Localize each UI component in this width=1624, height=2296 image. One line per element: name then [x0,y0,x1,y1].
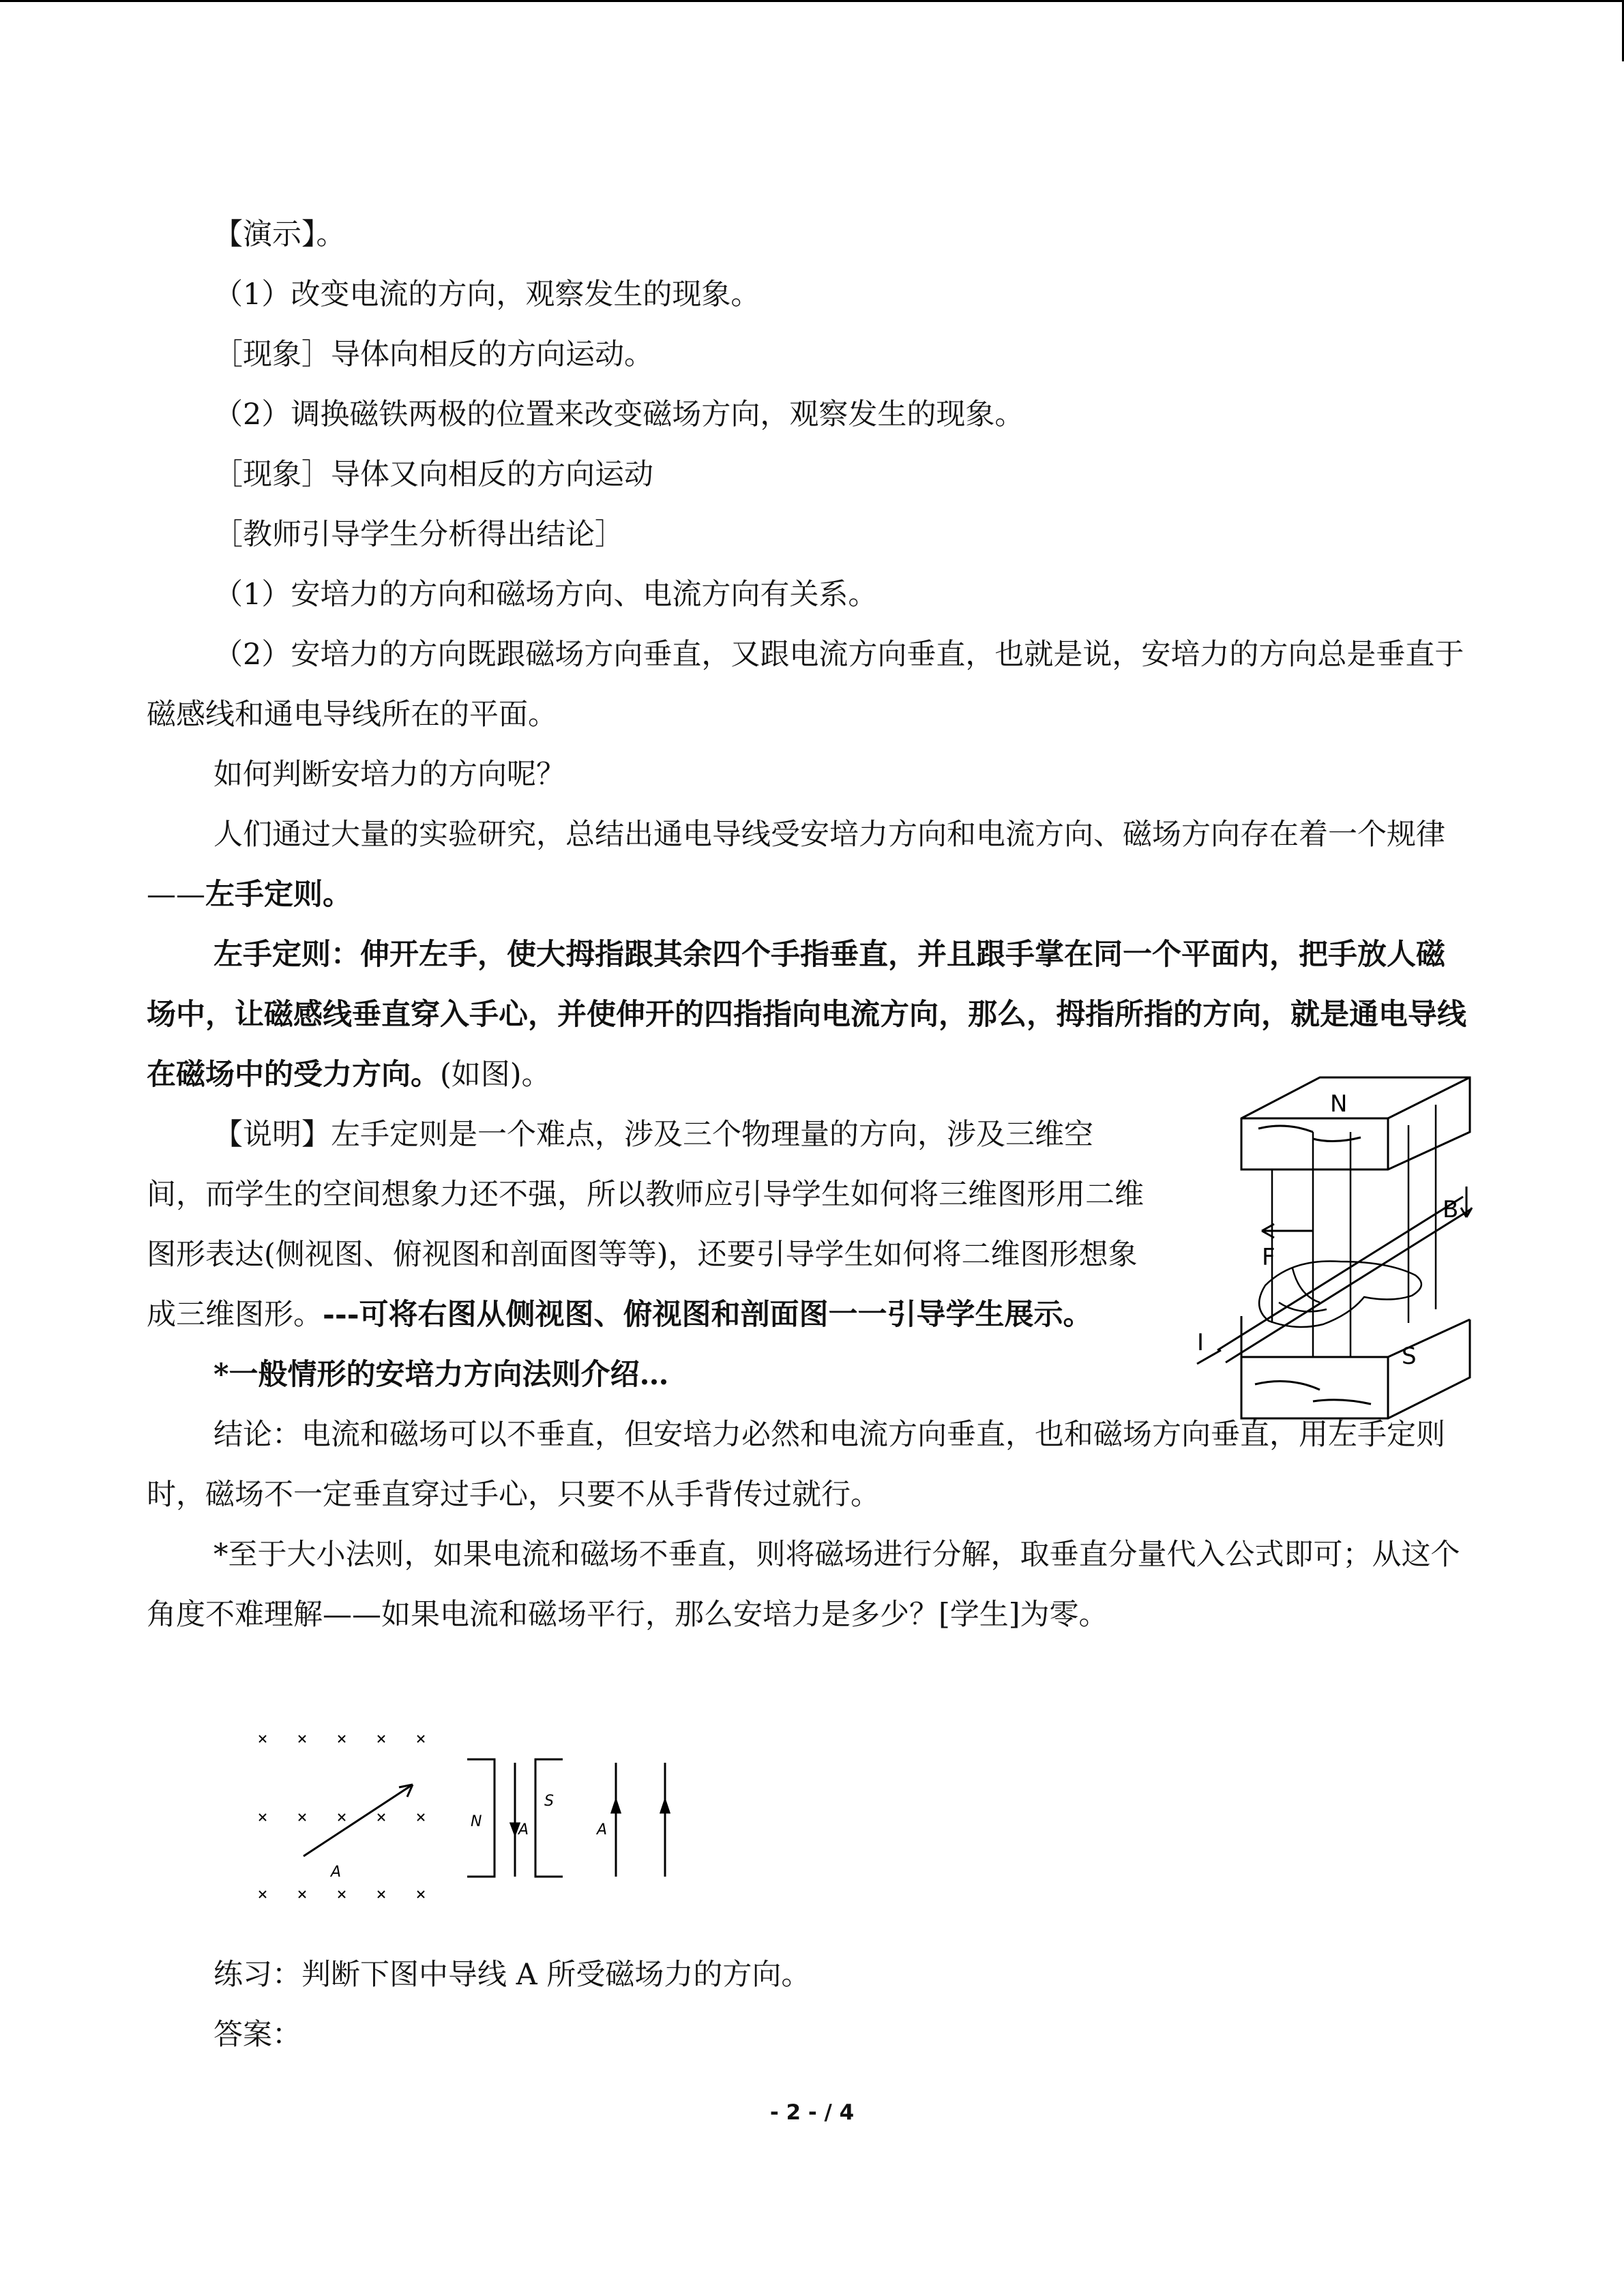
field-cross-mark [417,1814,424,1821]
current-rod [1217,1197,1471,1362]
paragraph-general-rule: *一般情形的安培力方向法则介绍… [213,1358,669,1392]
field-cross-mark [259,1735,266,1742]
field-cross-mark [299,1814,306,1821]
field-cross-mark [338,1891,345,1898]
field-cross-mark [378,1891,385,1898]
force-arrow [1262,1224,1313,1238]
paragraph-conclusion-2: （2）安培力的方向既跟磁场方向垂直，又跟电流方向垂直，也就是说，安培力的方向总是垂直于磁感线和通电导线所在的平面。 [147,638,1464,732]
paragraph-teacher-guide: ［教师引导学生分析得出结论］ [213,518,624,552]
wire-a-up [612,1763,620,1877]
paragraph-conclusion-1: （1）安培力的方向和磁场方向、电流方向有关系。 [213,578,878,612]
paragraph-question: 如何判断安培力的方向呢？ [213,758,565,792]
paragraph-exercise: 练习：判断下图中导线 A 所受磁场力的方向。 [213,1958,811,1992]
label-a-poles: A [518,1821,529,1838]
page-number: - 2 - / 4 [769,2100,855,2125]
paragraph-step-2: （2）调换磁铁两极的位置来改变磁场方向，观察发生的现象。 [213,398,1024,432]
see-figure-note: (如图)。 [440,1058,551,1092]
hand-outline [1259,1261,1421,1327]
paragraph-rule-intro [147,805,1473,925]
field-cross-mark [417,1891,424,1898]
wire-between-poles [511,1763,519,1877]
explanation-block [147,1105,1146,1345]
wire-b-up [661,1763,669,1877]
magnet-s-bracket [535,1759,563,1877]
label-n-magnet: N [471,1813,482,1830]
exercise-figure [228,1718,726,1903]
top-border-line [0,0,1624,2]
paragraph-phenomenon-1: ［现象］导体向相反的方向运动。 [213,338,653,372]
label-a-wire: A [597,1821,608,1838]
paragraph-answer: 答案： [213,2018,301,2052]
label-i: I [1197,1329,1205,1356]
label-b: B [1443,1196,1459,1223]
paragraph-step-1: （1）改变电流的方向，观察发生的现象。 [213,278,761,312]
paragraph-phenomenon-2: ［现象］导体又向相反的方向运动 [213,458,653,492]
cross-field-grid [259,1735,424,1898]
field-cross-mark [417,1735,424,1742]
explanation-text: 【说明】左手定则是一个难点，涉及三个物理量的方向，涉及三维空间，而学生的空间想象力还不强，所以教师应引导学生如何将三维图形用二维图形表达(侧视图、俯视图和剖面图等等)，还要引导学生如何将二维图形想象成三维图形。 [147,1118,1144,1332]
left-hand-rule-text: 左手定则：伸开左手，使大拇指跟其余四个手指垂直，并且跟手掌在同一个平面内，把手放人磁场中，让磁感线垂直穿入手心，并使伸开的四指指向电流方向，那么，拇指所指的方向，就是通电导线在磁场中的受力方向。 [147,938,1466,1092]
field-cross-mark [338,1735,345,1742]
field-cross-mark [299,1735,306,1742]
diagonal-wire-arrow [304,1785,413,1856]
paragraph-magnitude-rule: *至于大小法则，如果电流和磁场不垂直，则将磁场进行分解，取垂直分量代入公式即可；从这个角度不难理解——如果电流和磁场平行，那么安培力是多少？[学生]为零。 [147,1538,1460,1632]
label-a-grid: A [331,1864,342,1881]
field-cross-mark [378,1814,385,1821]
label-n: N [1330,1090,1348,1118]
paragraph-general-conclusion: 结论：电流和磁场可以不垂直，但安培力必然和电流方向垂直，也和磁场方向垂直，用左手定则时，磁场不一定垂直穿过手心，只要不从手背传过就行。 [147,1418,1445,1512]
paragraph-demo-heading: 【演示】。 [213,218,346,252]
rule-intro-text: 人们通过大量的实验研究，总结出通电导线受安培力方向和电流方向、磁场方向存在着一个规律—— [147,818,1445,912]
left-hand-rule-figure [1177,1064,1490,1432]
field-cross-mark [338,1814,345,1821]
rule-name: 左手定则。 [205,878,352,912]
label-s: S [1402,1343,1417,1370]
field-cross-mark [299,1891,306,1898]
b-arrow [1461,1187,1472,1217]
field-cross-mark [259,1891,266,1898]
field-cross-mark [259,1814,266,1821]
explanation-bold-text: ---可将右图从侧视图、俯视图和剖面图一一引导学生展示。 [323,1298,1093,1332]
paragraph-explanation [147,1105,1146,1345]
label-f: F [1262,1244,1275,1271]
label-s-magnet: S [544,1793,554,1810]
field-cross-mark [378,1735,385,1742]
